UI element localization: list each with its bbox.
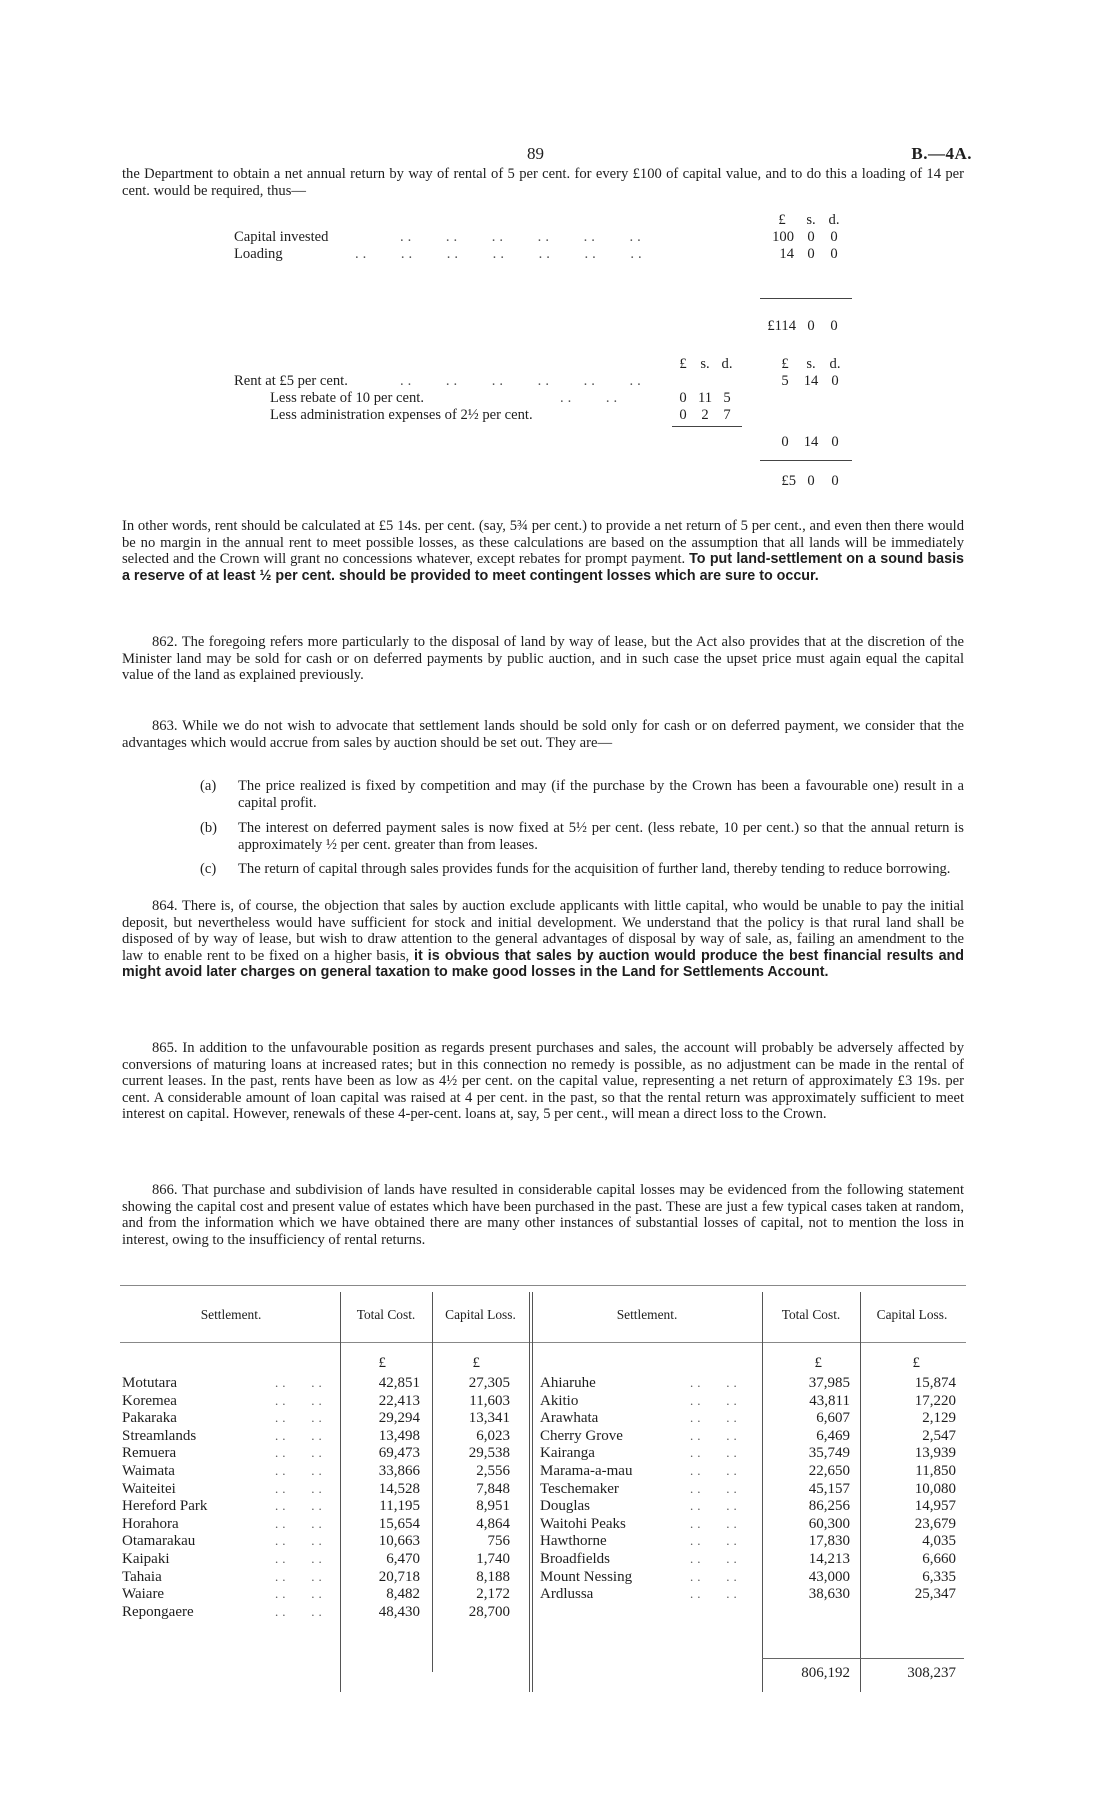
leader-dots: .. .. [690, 1480, 741, 1496]
table-row-left-total-cost: 13,498 [378, 1427, 420, 1444]
leader-dots: .. .. [275, 1445, 326, 1461]
table-row-left-total-cost: 29,294 [378, 1410, 420, 1427]
less-total-pounds: 0 [781, 434, 789, 450]
leader-dots: .. .. [275, 1568, 326, 1584]
leader-dots: .. .. [275, 1498, 326, 1514]
table-row-left-capital-loss: 28,700 [468, 1603, 510, 1620]
table-row-right-total-cost: 45,157 [808, 1480, 850, 1497]
header-capital-loss-left: Capital Loss. [445, 1307, 516, 1322]
table-row-right-total-cost: 43,000 [808, 1568, 850, 1585]
table-row-right-name: Akitio [540, 1392, 579, 1409]
table-row-right-name: Douglas [540, 1498, 590, 1515]
list-text: The price realized is fixed by competition and may (if the purchase by the Crown has been a favourable one) result in a capital profit. [238, 778, 964, 811]
net-return-pounds: £5 [781, 473, 796, 489]
rent-pence: 0 [831, 373, 839, 389]
table-total-rule [762, 1658, 964, 1659]
table-row-right-capital-loss: 23,679 [914, 1515, 956, 1532]
leader-dots: .. .. .. .. .. .. [400, 373, 645, 389]
column-divider [532, 1292, 533, 1692]
table-row-left-name: Repongaere [122, 1603, 194, 1620]
table-row-right-capital-loss: 25,347 [914, 1586, 956, 1603]
table-row-left-total-cost: 10,663 [378, 1533, 420, 1550]
paragraph-865: 865. In addition to the unfavourable position as regards present purchases and sales, the account will probably be adversely affected by conversions of maturing loans at increased rates; but in this connection no remedy is possible, as no adjustment can be made in the rental of current leases. In the past, rents have been as low as 4½ per cent. on the capital value, representing a net return of approximately £3 19s. per cent. A considerable amount of loan capital was raised at 4 per cent. in the past, so that the rental return was approximately sufficient to meet interest on capital. However, renewals of these 4-per-cent. loans at, say, 5 per cent., will mean a direct loss to the Crown. [122, 1040, 964, 1122]
leader-dots: .. .. [275, 1392, 326, 1408]
table-row-right-name: Cherry Grove [540, 1427, 623, 1444]
paragraph-emphasis: it is obvious that sales by auction would produce the best financial results and might avoid later charges on general taxation to make good losses in the Land for Settlements Account. [122, 947, 965, 980]
list-item-a [200, 778, 964, 811]
table-row-right-capital-loss: 11,850 [915, 1463, 956, 1479]
net-return-pence: 0 [831, 473, 839, 489]
page-number: 89 [527, 144, 544, 163]
table-row-right-capital-loss: 4,035 [922, 1533, 956, 1550]
rent-pounds: 5 [781, 373, 789, 389]
leader-dots: .. .. [275, 1586, 326, 1602]
table-row-right-capital-loss: 6,335 [922, 1568, 956, 1585]
table-row-right-total-cost: 35,749 [808, 1445, 850, 1462]
list-item-c [200, 861, 964, 878]
list-text: The return of capital through sales provides funds for the acquisition of further land, thereby tending to reduce borrowing. [238, 861, 951, 877]
mid-header-pounds: £ [679, 356, 687, 372]
leader-dots: .. .. [690, 1463, 741, 1478]
table-row-right-capital-loss: 10,080 [914, 1480, 956, 1497]
capital-pounds: 100 [772, 229, 794, 245]
rent-label: Rent at £5 per cent. [234, 373, 348, 389]
leader-dots: .. .. [690, 1410, 741, 1426]
rebate-pence: 5 [723, 390, 731, 406]
paragraph-866: 866. That purchase and subdivision of lands have resulted in considerable capital losses may be evidenced from the following statement showing the capital cost and present value of estates which have been purchased in the past. These are just a few typical cases taken at random, and from the information which we have obtained there are many other instances of substantial losses of capital, not to mention the loss in interest, owing to the insufficiency of rental returns. [122, 1182, 964, 1248]
table-row-left-name: Remuera [122, 1445, 177, 1462]
leader-dots: .. .. [690, 1586, 741, 1602]
column-divider [529, 1292, 530, 1692]
table-row-left-name: Kaipaki [122, 1551, 170, 1567]
col-header-pounds: £ [778, 212, 786, 228]
capital-shillings: 0 [807, 229, 815, 245]
loading-label: Loading [234, 246, 283, 262]
table-row-right-name: Ahiaruhe [540, 1375, 596, 1391]
table-row-left-name: Hereford Park [122, 1498, 208, 1515]
paragraph-864 [122, 898, 964, 981]
col-header-pence: d. [828, 212, 840, 228]
leader-dots: .. .. [275, 1463, 326, 1478]
table-row-right-name: Teschemaker [540, 1480, 619, 1497]
table-row-left-capital-loss: 11,603 [469, 1392, 510, 1409]
table-row-left-total-cost: 14,528 [378, 1480, 420, 1497]
currency-symbol: £ [912, 1355, 920, 1371]
paragraph-862: 862. The foregoing refers more particularly to the disposal of land by way of lease, but the Act also provides that at the discretion of the Minister land may be sold for cash or on deferred payments by public auction, and in such case the upset price must again equal the capital value of the land as explained previously. [122, 634, 964, 683]
table-row-left-total-cost: 48,430 [378, 1603, 420, 1620]
leader-dots: .. .. [690, 1445, 741, 1461]
table-row-right-capital-loss: 14,957 [914, 1498, 956, 1515]
leader-dots: .. .. [275, 1515, 326, 1531]
table-row-left-total-cost: 20,718 [378, 1568, 420, 1585]
table-row-left-total-cost: 8,482 [386, 1586, 420, 1603]
table-row-right-total-cost: 6,607 [816, 1410, 850, 1427]
sum-rule [760, 298, 852, 299]
table-row-right-name: Waitohi Peaks [540, 1515, 626, 1532]
table-row-left-total-cost: 33,866 [378, 1463, 420, 1479]
table-row-right-total-cost: 17,830 [808, 1533, 850, 1550]
leader-dots: .. .. [275, 1375, 326, 1390]
admin-expenses-label: Less administration expenses of 2½ per cent. [270, 407, 533, 423]
table-row-right-capital-loss: 15,874 [914, 1375, 956, 1391]
col-header-shillings: s. [806, 212, 816, 228]
list-marker: (a) [200, 778, 217, 794]
header-capital-loss-right: Capital Loss. [876, 1307, 948, 1322]
less-total-shillings: 14 [803, 434, 819, 450]
mid-header-pence: d. [721, 356, 733, 372]
leader-dots: .. .. [275, 1480, 326, 1496]
currency-symbol: £ [814, 1355, 822, 1371]
leader-dots: .. .. [690, 1427, 741, 1443]
table-row-left-capital-loss: 7,848 [476, 1480, 510, 1497]
table-row-right-capital-loss: 13,939 [914, 1445, 956, 1462]
table-row-right-name: Mount Nessing [540, 1568, 633, 1585]
table-row-right-total-cost: 6,469 [816, 1427, 850, 1444]
leader-dots: .. .. [275, 1410, 326, 1426]
paragraph-other-words [122, 518, 964, 584]
rebate-shillings: 11 [697, 390, 713, 406]
list-item-b [200, 820, 964, 853]
leader-dots: .. .. [275, 1603, 326, 1619]
list-marker: (b) [200, 820, 218, 836]
table-row-left-name: Waiare [122, 1586, 165, 1603]
admin-pounds: 0 [679, 407, 687, 423]
table-row-left-name: Koremea [122, 1392, 177, 1409]
table-row-left-name: Streamlands [122, 1427, 197, 1444]
table-row-left-total-cost: 42,851 [378, 1375, 420, 1391]
leader-dots: .. .. [690, 1515, 741, 1531]
table-row-left-capital-loss: 29,538 [468, 1445, 510, 1462]
loading-pounds: 14 [779, 246, 794, 262]
table-row-left-total-cost: 22,413 [378, 1392, 420, 1409]
admin-pence: 7 [723, 407, 731, 423]
admin-shillings: 2 [701, 407, 709, 423]
table-row-right-total-cost: 14,213 [808, 1551, 850, 1567]
table-row-right-capital-loss: 17,220 [914, 1392, 956, 1409]
table-row-left-name: Tahaia [122, 1568, 162, 1585]
table-row-right-total-cost: 38,630 [808, 1586, 850, 1603]
less-total-pence: 0 [831, 434, 839, 450]
document-code: B.—4A. [911, 144, 972, 163]
right-header-pence: d. [829, 356, 841, 372]
table-row-right-total-cost: 60,300 [808, 1515, 850, 1532]
leader-dots: .. .. [690, 1568, 741, 1584]
list-marker: (c) [200, 861, 217, 877]
rent-shillings: 14 [803, 373, 819, 389]
table-row-right-total-cost: 43,811 [809, 1392, 850, 1409]
table-row-left-name: Otamarakau [122, 1533, 196, 1550]
table-row-right-capital-loss: 6,660 [922, 1551, 956, 1567]
table-row-left-name: Horahora [122, 1515, 179, 1532]
paragraph-863: 863. While we do not wish to advocate that settlement lands should be sold only for cash or on deferred payment, we consider that the advantages which would accrue from sales by auction should be set out. They are— [122, 718, 964, 751]
table-row-right-name: Broadfields [540, 1551, 610, 1567]
total-capital-pence: 0 [830, 318, 838, 334]
loading-shillings: 0 [807, 246, 815, 262]
capital-pence: 0 [830, 229, 838, 245]
mid-header-shillings: s. [700, 356, 710, 372]
sum-rule [672, 426, 742, 427]
table-row-left-total-cost: 11,195 [379, 1498, 420, 1515]
table-row-left-total-cost: 69,473 [378, 1445, 420, 1462]
grand-total-cost: 806,192 [801, 1665, 850, 1681]
table-row-left-name: Pakaraka [122, 1410, 177, 1427]
table-row-left-capital-loss: 2,172 [476, 1586, 510, 1603]
paragraph-text: 864. There is, of course, the objection that sales by auction exclude applicants with little capital, who would be unable to pay the initial deposit, but nevertheless would have sufficient for stock and initial development. We understand that the policy is that rural land shall be disposed of by way of lease, but wish to draw attention to the general advantages of disposal by way of sale, as, failing an amendment to the law to enable rent to be fixed on a higher basis, [122, 898, 964, 964]
intro-paragraph: the Department to obtain a net annual return by way of rental of 5 per cent. for every £100 of capital value, and to do this a loading of 14 per cent. would be required, thus— [122, 166, 964, 199]
header-settlement-right: Settlement. [616, 1307, 678, 1322]
table-row-left-name: Motutara [122, 1375, 177, 1391]
table-row-right-capital-loss: 2,547 [922, 1427, 956, 1444]
table-row-left-capital-loss: 756 [487, 1533, 510, 1550]
paragraph-text: In other words, rent should be calculated at £5 14s. per cent. (say, 5¾ per cent.) to provide a net return of 5 per cent., and even then there would be no margin in the annual rent to meet possible losses, as these calculations are based on the assumption that all lands will be immediately selected and the Crown will grant no concessions whatever, except rebates for prompt payment. [122, 518, 964, 567]
sum-rule [760, 460, 852, 461]
leader-dots: .. .. [560, 390, 622, 406]
table-row-left-capital-loss: 2,556 [476, 1463, 510, 1479]
table-row-right-capital-loss: 2,129 [922, 1410, 956, 1427]
currency-symbol: £ [378, 1355, 386, 1371]
table-row-left-name: Waiteitei [122, 1480, 176, 1497]
rebate-pounds: 0 [679, 390, 687, 406]
table-row-right-name: Kairanga [540, 1445, 595, 1462]
grand-total-capital-loss: 308,237 [907, 1665, 956, 1681]
table-row-right-total-cost: 37,985 [808, 1375, 850, 1391]
table-row-right-name: Ardlussa [540, 1586, 594, 1603]
table-row-right-name: Marama-a-mau [540, 1463, 633, 1479]
leader-dots: .. .. [690, 1498, 741, 1514]
table-row-left-total-cost: 6,470 [386, 1551, 420, 1567]
list-text: The interest on deferred payment sales is now fixed at 5½ per cent. (less rebate, 10 per cent.) so that the annual return is approximately ½ per cent. greater than from leases. [238, 820, 964, 853]
currency-symbol: £ [472, 1355, 480, 1371]
table-row-right-name: Arawhata [540, 1410, 599, 1427]
header-total-cost-right: Total Cost. [781, 1307, 841, 1322]
leader-dots: .. .. [690, 1392, 741, 1408]
table-row-left-name: Waimata [122, 1463, 175, 1479]
table-row-right-total-cost: 22,650 [808, 1463, 850, 1479]
table-row-left-capital-loss: 1,740 [476, 1551, 510, 1567]
table-row-right-name: Hawthorne [540, 1533, 607, 1550]
table-row-left-capital-loss: 13,341 [468, 1410, 510, 1427]
capital-invested-label: Capital invested [234, 229, 329, 245]
loading-pence: 0 [830, 246, 838, 262]
table-row-left-capital-loss: 6,023 [476, 1427, 510, 1444]
table-row-left-capital-loss: 27,305 [468, 1375, 510, 1391]
table-top-rule [120, 1285, 966, 1286]
table-row-left-capital-loss: 8,951 [476, 1498, 510, 1515]
leader-dots: .. .. [275, 1427, 326, 1443]
table-row-left-total-cost: 15,654 [378, 1515, 420, 1532]
header-settlement-left: Settlement. [200, 1307, 262, 1322]
leader-dots: .. .. .. .. .. .. [400, 229, 645, 245]
leader-dots: .. .. [275, 1533, 326, 1549]
paragraph-emphasis: To put land-settlement on a sound basis a reserve of at least ½ per cent. should be provided to meet contingent losses which are sure to occur. [122, 551, 964, 584]
leader-dots: .. .. [690, 1551, 741, 1566]
leader-dots: .. .. [690, 1375, 741, 1390]
table-header-rule [120, 1342, 966, 1343]
leader-dots: .. .. .. .. .. .. .. [355, 246, 646, 262]
leader-dots: .. .. [690, 1533, 741, 1549]
total-capital-shillings: 0 [807, 318, 815, 334]
table-row-left-capital-loss: 4,864 [476, 1515, 510, 1532]
rebate-label: Less rebate of 10 per cent. [270, 390, 424, 406]
header-total-cost-left: Total Cost. [356, 1307, 416, 1322]
table-row-right-total-cost: 86,256 [808, 1498, 850, 1515]
leader-dots: .. .. [275, 1551, 326, 1566]
right-header-pounds: £ [781, 356, 789, 372]
total-capital-pounds: £114 [767, 318, 796, 334]
right-header-shillings: s. [806, 356, 816, 372]
table-row-left-capital-loss: 8,188 [476, 1568, 510, 1585]
net-return-shillings: 0 [807, 473, 815, 489]
